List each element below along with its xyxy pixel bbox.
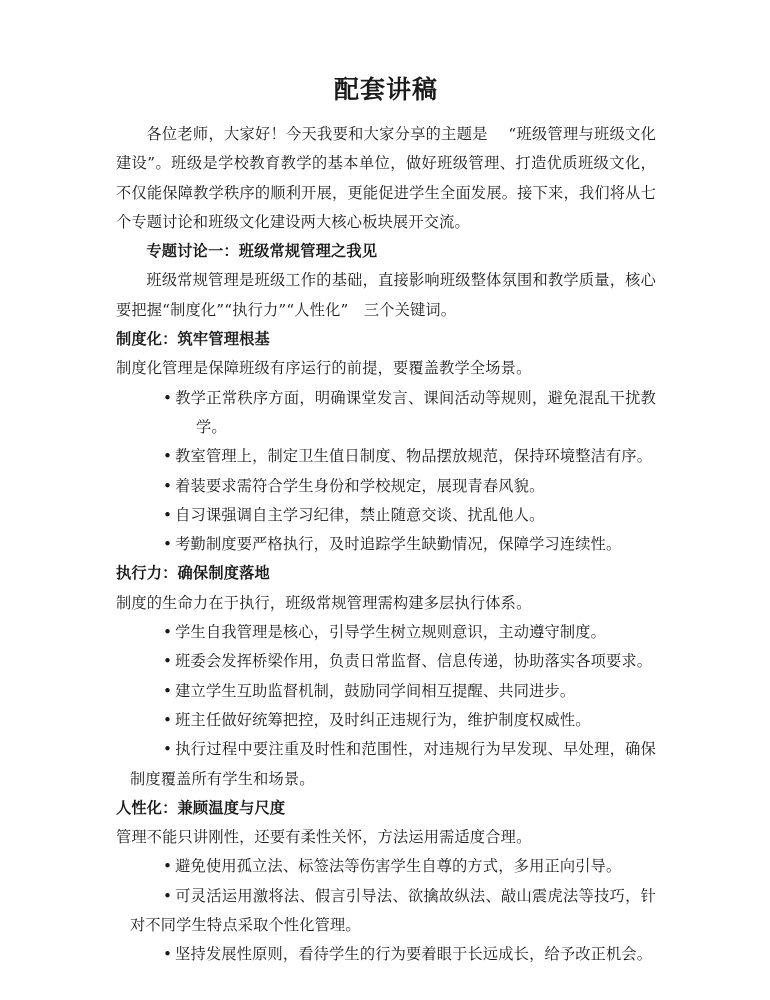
subsection-intro-humanization: 管理不能只讲刚性，还要有柔性关怀，方法运用需适度合理。 xyxy=(116,828,532,847)
list-item xyxy=(163,706,656,735)
bullet-icon: • xyxy=(163,652,173,671)
intro-paragraph: 各位老师，大家好！今天我要和大家分享的主题是 “班级管理与班级文化建设”。班级是学校教育教学的基本单位，做好班级管理、打造优质班级文化，不仅能保障教学秩序的顺利开展，更能促进学生全面发展。接下来，我们将从七个专题讨论和班级文化建设两大核心板块展开交流。 xyxy=(116,125,656,231)
bullet-icon: • xyxy=(163,886,173,905)
list-item-text: 执行过程中要注重及时性和范围性，对违规行为早发现、早处理，确保制度覆盖所有学生和场景。 xyxy=(130,740,656,788)
bullet-icon: • xyxy=(163,740,173,759)
list-item-text: 坚持发展性原则，看待学生的行为要着眼于长远成长，给予改正机会。 xyxy=(175,945,653,964)
list-item-text: 考勤制度要严格执行，及时追踪学生缺勤情况，保障学习连续性。 xyxy=(175,535,622,554)
bullet-icon: • xyxy=(163,623,173,642)
document-body xyxy=(116,72,656,970)
list-item xyxy=(163,384,656,443)
list-item-text: 学生自我管理是核心，引导学生树立规则意识，主动遵守制度。 xyxy=(175,623,607,642)
list-item xyxy=(163,618,656,647)
list-item-text: 避免使用孤立法、标签法等伤害学生自尊的方式，多用正向引导。 xyxy=(175,857,622,876)
list-item xyxy=(163,940,656,969)
bullet-list-execution xyxy=(116,618,656,794)
list-item-text: 教室管理上，制定卫生值日制度、物品摆放规范，保持环境整洁有序。 xyxy=(175,447,653,466)
bullet-icon: • xyxy=(163,476,173,495)
subsection-intro-institutionalization: 制度化管理是保障班级有序运行的前提，要覆盖教学全场景。 xyxy=(116,359,532,378)
section-heading-1: 专题讨论一：班级常规管理之我见 xyxy=(146,242,378,261)
list-item xyxy=(163,442,656,471)
subsection-heading-institutionalization: 制度化：筑牢管理根基 xyxy=(116,330,270,349)
bullet-icon: • xyxy=(163,710,173,729)
list-item xyxy=(130,882,656,941)
subsection-intro-execution: 制度的生命力在于执行，班级常规管理需构建多层执行体系。 xyxy=(116,593,532,612)
bullet-icon: • xyxy=(163,535,173,554)
list-item-text: 自习课强调自主学习纪律，禁止随意交谈、扰乱他人。 xyxy=(175,505,545,524)
subsection-heading-execution: 执行力：确保制度落地 xyxy=(116,564,270,583)
subsection-heading-humanization: 人性化：兼顾温度与尺度 xyxy=(116,798,286,817)
list-item xyxy=(163,530,656,559)
list-item xyxy=(163,677,656,706)
list-item-text: 可灵活运用激将法、假言引导法、欲擒故纵法、敲山震虎法等技巧，针对不同学生特点采取个性化管理。 xyxy=(130,886,656,935)
bullet-icon: • xyxy=(163,388,173,407)
bullet-list-institutionalization xyxy=(116,384,656,560)
bullet-list-humanization xyxy=(116,852,656,969)
list-item xyxy=(163,852,656,881)
page-title: 配套讲稿 xyxy=(333,75,438,104)
section-lead-paragraph-1: 班级常规管理是班级工作的基础，直接影响班级整体氛围和教学质量，核心要把握“制度化”“执行力”“人性化” 三个关键词。 xyxy=(116,271,656,319)
bullet-icon: • xyxy=(163,945,173,964)
list-item xyxy=(130,735,656,794)
list-item xyxy=(163,501,656,530)
list-item-text: 着装要求需符合学生身份和学校规定，展现青春风貌。 xyxy=(175,476,545,495)
list-item xyxy=(163,472,656,501)
list-item-text: 班主任做好统筹把控，及时纠正违规行为，维护制度权威性。 xyxy=(175,710,591,729)
bullet-icon: • xyxy=(163,857,173,876)
list-item xyxy=(163,647,656,676)
list-item-text: 建立学生互助监督机制，鼓励同学间相互提醒、共同进步。 xyxy=(175,681,576,700)
bullet-icon: • xyxy=(163,447,173,466)
bullet-icon: • xyxy=(163,681,173,700)
bullet-icon: • xyxy=(163,505,173,524)
list-item-text: 班委会发挥桥梁作用，负责日常监督、信息传递，协助落实各项要求。 xyxy=(175,652,653,671)
list-item-text: 教学正常秩序方面，明确课堂发言、课间活动等规则，避免混乱干扰教学。 xyxy=(175,388,656,436)
